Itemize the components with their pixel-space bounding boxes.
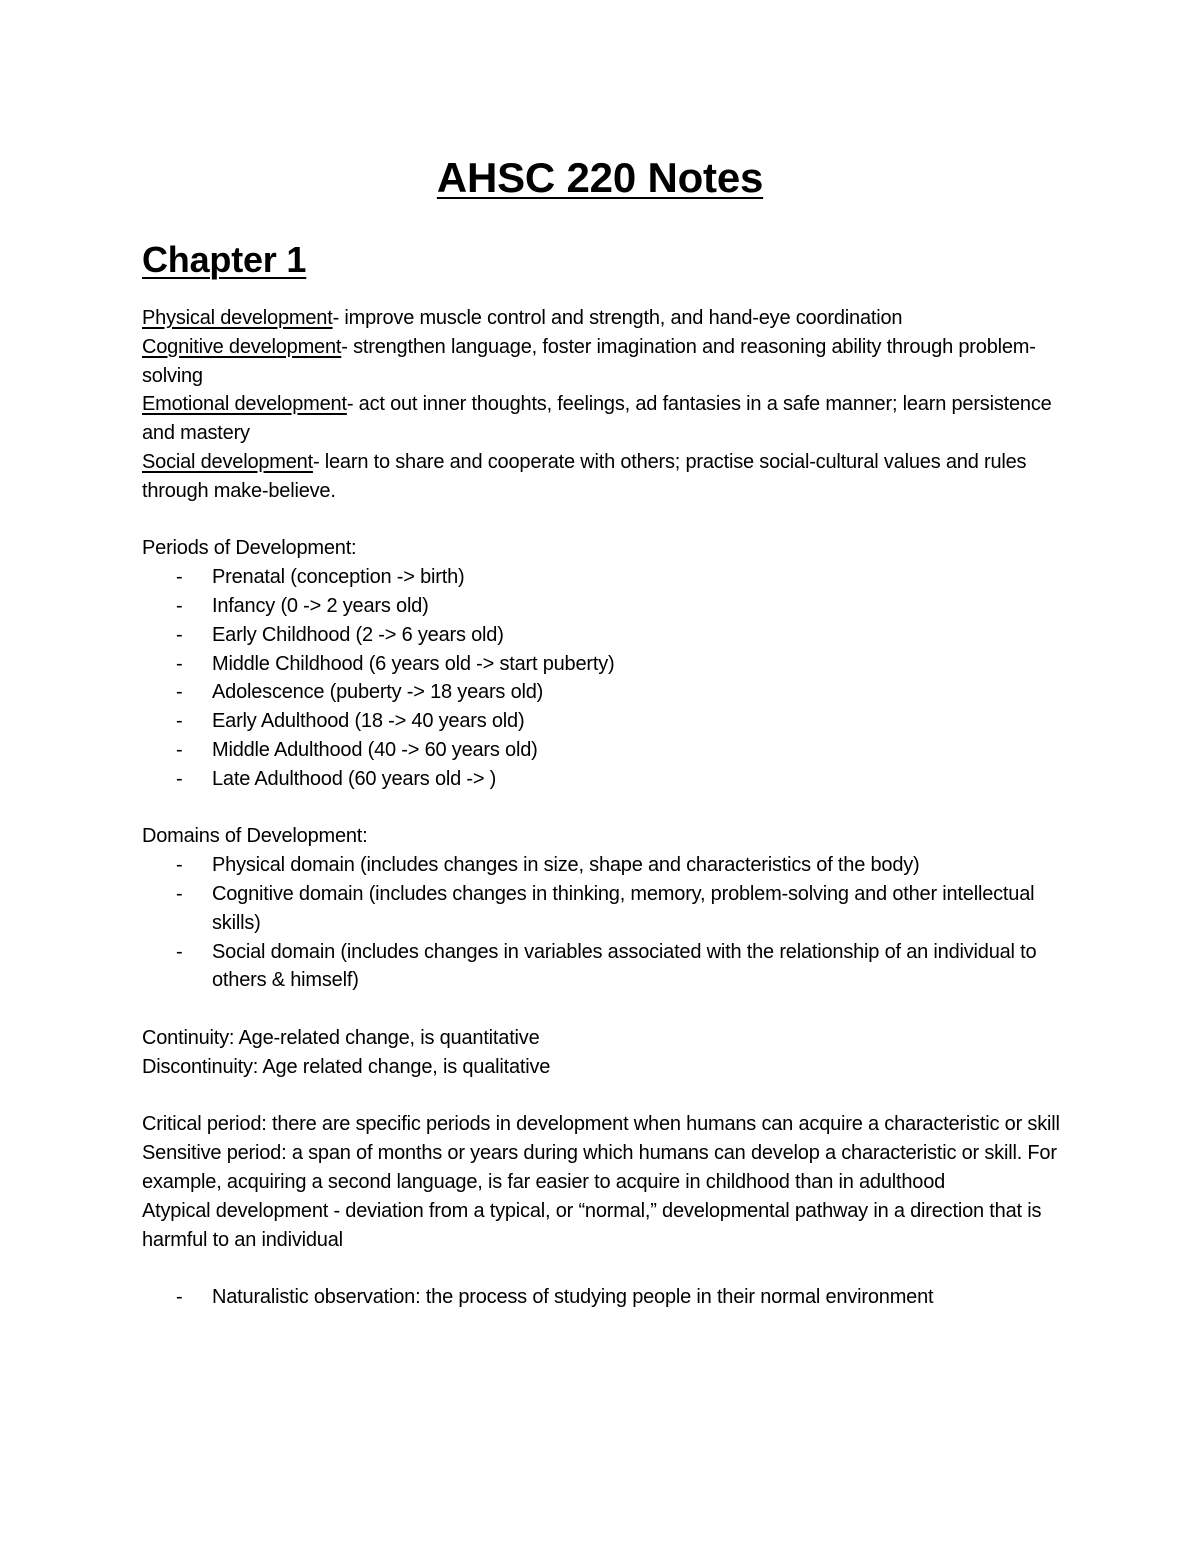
list-item	[142, 851, 1072, 880]
list-item	[142, 592, 1072, 621]
document-page	[142, 148, 1072, 1312]
document-title: AHSC 220 Notes	[436, 154, 764, 201]
list-item	[142, 1283, 1072, 1312]
definition-cognitive	[142, 333, 1072, 391]
list-item	[142, 650, 1072, 679]
domains-heading: Domains of Development:	[142, 825, 368, 848]
definition-term: Physical development	[142, 307, 333, 329]
dash-bullet: -	[176, 681, 183, 704]
continuity-line: Continuity: Age-related change, is quantitative	[142, 1026, 540, 1049]
definition-term: Cognitive development	[142, 335, 342, 358]
list-item-text: Cognitive domain (includes changes in thinking, memory, problem-solving and other intellectual skills)	[212, 882, 1035, 934]
list-item	[142, 707, 1072, 736]
paragraph-spacer	[142, 1254, 1072, 1283]
paragraph-spacer	[142, 506, 1072, 535]
definition-term: Social development	[142, 450, 313, 473]
list-item-text: Infancy (0 -> 2 years old)	[212, 594, 429, 617]
definition-physical	[142, 304, 1072, 333]
list-item-text: Early Childhood (2 -> 6 years old)	[212, 623, 504, 646]
list-item-text: Adolescence (puberty -> 18 years old)	[212, 681, 544, 704]
list-item-text: Early Adulthood (18 -> 40 years old)	[212, 710, 525, 733]
critical-period-line: Critical period: there are specific periods in development when humans can acquire a characteristic or skill	[142, 1113, 1060, 1136]
definition-text: - improve muscle control and strength, and hand-eye coordination	[332, 307, 903, 329]
periods-list	[142, 563, 1072, 793]
dash-bullet: -	[176, 623, 183, 646]
dash-bullet: -	[176, 738, 183, 761]
list-item-text: Physical domain (includes changes in size, shape and characteristics of the body)	[212, 854, 920, 877]
domains-list	[142, 851, 1072, 995]
list-item-text: Middle Childhood (6 years old -> start puberty)	[212, 652, 615, 675]
definition-emotional	[142, 390, 1072, 448]
list-item-text: Middle Adulthood (40 -> 60 years old)	[212, 738, 538, 761]
definition-text: - act out inner thoughts, feelings, ad fantasies in a safe manner; learn persistence and mastery	[142, 393, 1052, 445]
paragraph-spacer	[142, 995, 1072, 1024]
dash-bullet: -	[176, 854, 183, 877]
dash-bullet: -	[176, 710, 183, 733]
dash-bullet: -	[176, 882, 183, 905]
list-item	[142, 678, 1072, 707]
dash-bullet: -	[176, 566, 183, 589]
list-item	[142, 563, 1072, 592]
list-item	[142, 621, 1072, 650]
paragraph-spacer	[142, 1082, 1072, 1111]
list-item-text: Social domain (includes changes in variables associated with the relationship of an individual to others & himself)	[212, 940, 1037, 992]
dash-bullet: -	[176, 767, 183, 790]
definition-social	[142, 448, 1072, 506]
dash-bullet: -	[176, 1286, 183, 1309]
dash-bullet: -	[176, 652, 183, 675]
list-item-text: Naturalistic observation: the process of studying people in their normal environment	[212, 1286, 934, 1309]
definition-term: Emotional development	[142, 393, 347, 416]
dash-bullet: -	[176, 940, 183, 963]
periods-heading: Periods of Development:	[142, 537, 357, 560]
definition-text: - learn to share and cooperate with others; practise social-cultural values and rules through make-believe.	[142, 450, 1027, 502]
observation-list	[142, 1283, 1072, 1312]
list-item	[142, 765, 1072, 794]
definition-text: - strengthen language, foster imagination and reasoning ability through problem-solving	[142, 335, 1036, 387]
chapter-heading: Chapter 1	[142, 239, 307, 280]
list-item	[142, 736, 1072, 765]
sensitive-period-line: Sensitive period: a span of months or years during which humans can develop a characteristic or skill. For example, acquiring a second language, is far easier to acquire in childhood than in adulthood	[142, 1142, 1057, 1193]
list-item	[142, 880, 1072, 938]
discontinuity-line: Discontinuity: Age related change, is qualitative	[142, 1055, 551, 1078]
list-item-text: Late Adulthood (60 years old -> )	[212, 767, 497, 790]
paragraph-spacer	[142, 794, 1072, 823]
list-item	[142, 938, 1072, 996]
atypical-development-line: Atypical development - deviation from a typical, or “normal,” developmental pathway in a direction that is harmful to an individual	[142, 1199, 1042, 1251]
list-item-text: Prenatal (conception -> birth)	[212, 566, 465, 589]
dash-bullet: -	[176, 594, 183, 617]
